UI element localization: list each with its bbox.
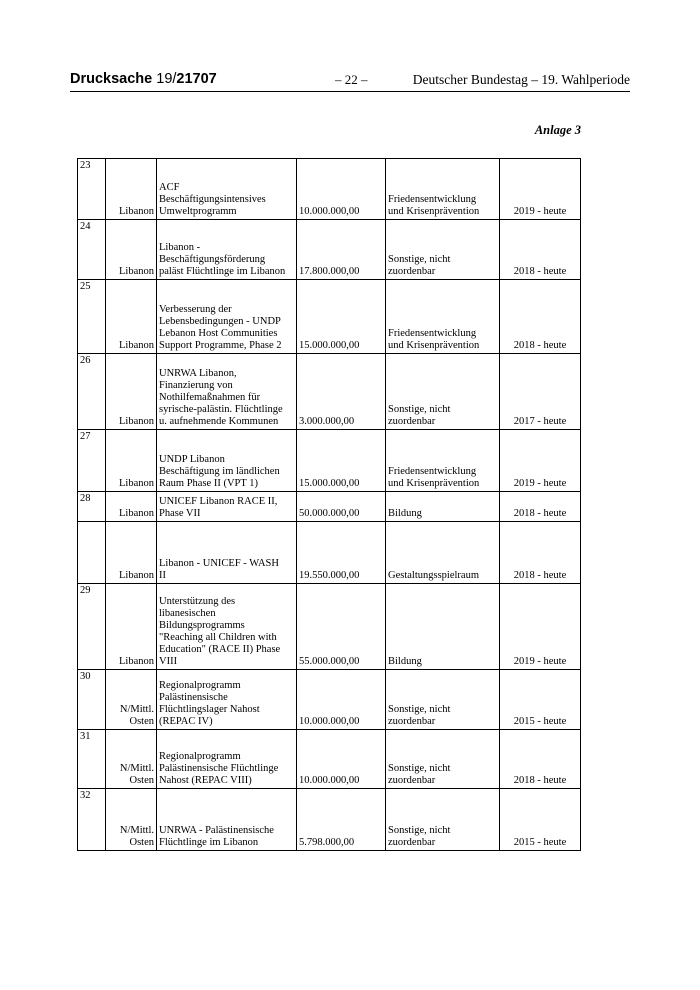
project-cell: UNRWA - Palästinensische Flüchtlinge im Libanon — [157, 789, 297, 851]
period-cell: 2018 - heute — [500, 220, 581, 280]
table-row — [78, 159, 581, 220]
project-cell: UNRWA Libanon, Finanzierung von Nothilfemaßnahmen für syrische-palästin. Flüchtlinge u. aufnehmende Kommunen — [157, 354, 297, 430]
sector-cell: Sonstige, nicht zuordenbar — [386, 220, 500, 280]
country-cell: Libanon — [106, 220, 157, 280]
table-row — [78, 670, 581, 730]
page-number: – 22 – — [335, 72, 368, 87]
sector-cell: Friedensentwicklung und Krisenprävention — [386, 430, 500, 492]
project-cell: Libanon - UNICEF - WASH II — [157, 522, 297, 584]
row-number: 25 — [78, 280, 106, 354]
country-cell: N/Mittl. Osten — [106, 670, 157, 730]
projects-table — [77, 158, 581, 851]
amount-cell: 15.000.000,00 — [297, 430, 386, 492]
amount-cell: 17.800.000,00 — [297, 220, 386, 280]
period-cell: 2015 - heute — [500, 670, 581, 730]
table-row — [78, 730, 581, 789]
sector-cell: Bildung — [386, 584, 500, 670]
period-cell: 2018 - heute — [500, 280, 581, 354]
sector-cell: Sonstige, nicht zuordenbar — [386, 730, 500, 789]
table-row — [78, 430, 581, 492]
country-cell: Libanon — [106, 280, 157, 354]
amount-cell: 10.000.000,00 — [297, 159, 386, 220]
country-cell: Libanon — [106, 430, 157, 492]
row-number: 30 — [78, 670, 106, 730]
period-cell: 2019 - heute — [500, 430, 581, 492]
period-cell: 2017 - heute — [500, 354, 581, 430]
table-row — [78, 522, 581, 584]
doc-number: 21707 — [176, 71, 217, 87]
sector-cell: Friedensentwicklung und Krisenprävention — [386, 280, 500, 354]
sector-cell: Sonstige, nicht zuordenbar — [386, 789, 500, 851]
table-row — [78, 354, 581, 430]
project-cell: UNICEF Libanon RACE II, Phase VII — [157, 492, 297, 522]
row-number: 23 — [78, 159, 106, 220]
sector-cell: Sonstige, nicht zuordenbar — [386, 670, 500, 730]
country-cell: N/Mittl. Osten — [106, 730, 157, 789]
country-cell: Libanon — [106, 522, 157, 584]
annex-label: Anlage 3 — [534, 123, 581, 137]
amount-cell: 15.000.000,00 — [297, 280, 386, 354]
amount-cell: 19.550.000,00 — [297, 522, 386, 584]
amount-cell: 55.000.000,00 — [297, 584, 386, 670]
country-cell: Libanon — [106, 159, 157, 220]
doc-number-prefix: 19/ — [156, 71, 177, 87]
table-row — [78, 584, 581, 670]
country-cell: Libanon — [106, 354, 157, 430]
amount-cell: 5.798.000,00 — [297, 789, 386, 851]
project-cell: Libanon - Beschäftigungsförderung paläst Flüchtlinge im Libanon — [157, 220, 297, 280]
project-cell: Regionalprogramm Palästinensische Flüchtlinge Nahost (REPAC VIII) — [157, 730, 297, 789]
amount-cell: 3.000.000,00 — [297, 354, 386, 430]
project-cell: UNDP Libanon Beschäftigung im ländlichen Raum Phase II (VPT 1) — [157, 430, 297, 492]
sector-cell: Gestaltungsspielraum — [386, 522, 500, 584]
country-cell: Libanon — [106, 584, 157, 670]
row-number — [78, 522, 106, 584]
period-cell: 2018 - heute — [500, 730, 581, 789]
project-cell: ACF Beschäftigungsintensives Umweltprogramm — [157, 159, 297, 220]
sector-cell: Friedensentwicklung und Krisenprävention — [386, 159, 500, 220]
period-cell: 2019 - heute — [500, 584, 581, 670]
doc-label: Drucksache — [70, 71, 153, 87]
row-number: 31 — [78, 730, 106, 789]
period-cell: 2015 - heute — [500, 789, 581, 851]
table-row — [78, 280, 581, 354]
document-id — [70, 71, 217, 87]
row-number: 29 — [78, 584, 106, 670]
table-row — [78, 492, 581, 522]
amount-cell: 10.000.000,00 — [297, 730, 386, 789]
amount-cell: 50.000.000,00 — [297, 492, 386, 522]
row-number: 28 — [78, 492, 106, 522]
table-row — [78, 789, 581, 851]
country-cell: Libanon — [106, 492, 157, 522]
table-row — [78, 220, 581, 280]
project-cell: Unterstützung des libanesischen Bildungsprogramms "Reaching all Children with Education" (RACE II) Phase VIII — [157, 584, 297, 670]
sector-cell: Sonstige, nicht zuordenbar — [386, 354, 500, 430]
page-header — [70, 71, 630, 92]
period-cell: 2018 - heute — [500, 522, 581, 584]
row-number: 32 — [78, 789, 106, 851]
row-number: 24 — [78, 220, 106, 280]
amount-cell: 10.000.000,00 — [297, 670, 386, 730]
project-cell: Regionalprogramm Palästinensische Flüchtlingslager Nahost (REPAC IV) — [157, 670, 297, 730]
period-cell: 2018 - heute — [500, 492, 581, 522]
country-cell: N/Mittl. Osten — [106, 789, 157, 851]
parliament-label: Deutscher Bundestag – 19. Wahlperiode — [412, 72, 630, 87]
period-cell: 2019 - heute — [500, 159, 581, 220]
row-number: 27 — [78, 430, 106, 492]
row-number: 26 — [78, 354, 106, 430]
sector-cell: Bildung — [386, 492, 500, 522]
project-cell: Verbesserung der Lebensbedingungen - UNDP Lebanon Host Communities Support Programme, Phase 2 — [157, 280, 297, 354]
